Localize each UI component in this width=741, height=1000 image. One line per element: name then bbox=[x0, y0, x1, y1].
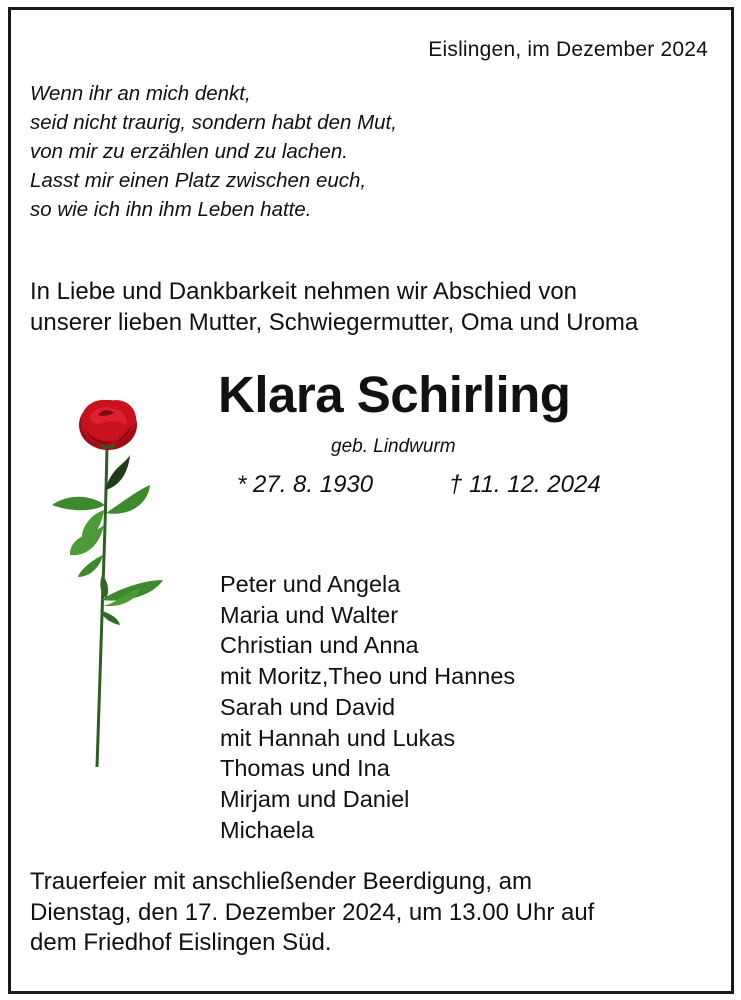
family-list bbox=[220, 569, 515, 845]
death-date: † 11. 12. 2024 bbox=[449, 471, 601, 498]
deceased-name: Klara Schirling bbox=[218, 366, 571, 423]
maiden-name: geb. Lindwurm bbox=[331, 436, 456, 457]
funeral-line: Dienstag, den 17. Dezember 2024, um 13.00 Uhr auf bbox=[30, 898, 595, 926]
poem-line: seid nicht traurig, sondern habt den Mut, bbox=[30, 111, 397, 134]
poem-line: so wie ich ihn ihm Leben hatte. bbox=[30, 198, 312, 221]
rose-icon bbox=[48, 395, 168, 770]
funeral-notice bbox=[30, 867, 594, 959]
poem-line: von mir zu erzählen und zu lachen. bbox=[30, 140, 348, 163]
poem bbox=[30, 79, 397, 224]
intro-line: In Liebe und Dankbarkeit nehmen wir Abschied von bbox=[30, 278, 578, 305]
family-line: Thomas und Ina bbox=[220, 755, 390, 782]
place-date: Eislingen, im Dezember 2024 bbox=[428, 38, 708, 61]
family-line: Mirjam und Daniel bbox=[220, 785, 410, 812]
family-line: Michaela bbox=[220, 816, 315, 843]
family-line: Christian und Anna bbox=[220, 632, 419, 659]
family-line: Sarah und David bbox=[220, 693, 396, 720]
family-line: mit Moritz,Theo und Hannes bbox=[220, 663, 516, 690]
birth-date: * 27. 8. 1930 bbox=[237, 471, 374, 498]
intro-text bbox=[30, 276, 638, 338]
family-line: Maria und Walter bbox=[220, 601, 399, 628]
family-line: mit Hannah und Lukas bbox=[220, 724, 456, 751]
funeral-line: dem Friedhof Eislingen Süd. bbox=[30, 929, 332, 956]
intro-line: unserer lieben Mutter, Schwiegermutter, Oma und Uroma bbox=[30, 309, 639, 336]
funeral-line: Trauerfeier mit anschließender Beerdigung, am bbox=[30, 868, 533, 895]
poem-line: Lasst mir einen Platz zwischen euch, bbox=[30, 169, 367, 192]
poem-line: Wenn ihr an mich denkt, bbox=[30, 82, 251, 105]
family-line: Peter und Angela bbox=[220, 571, 401, 597]
